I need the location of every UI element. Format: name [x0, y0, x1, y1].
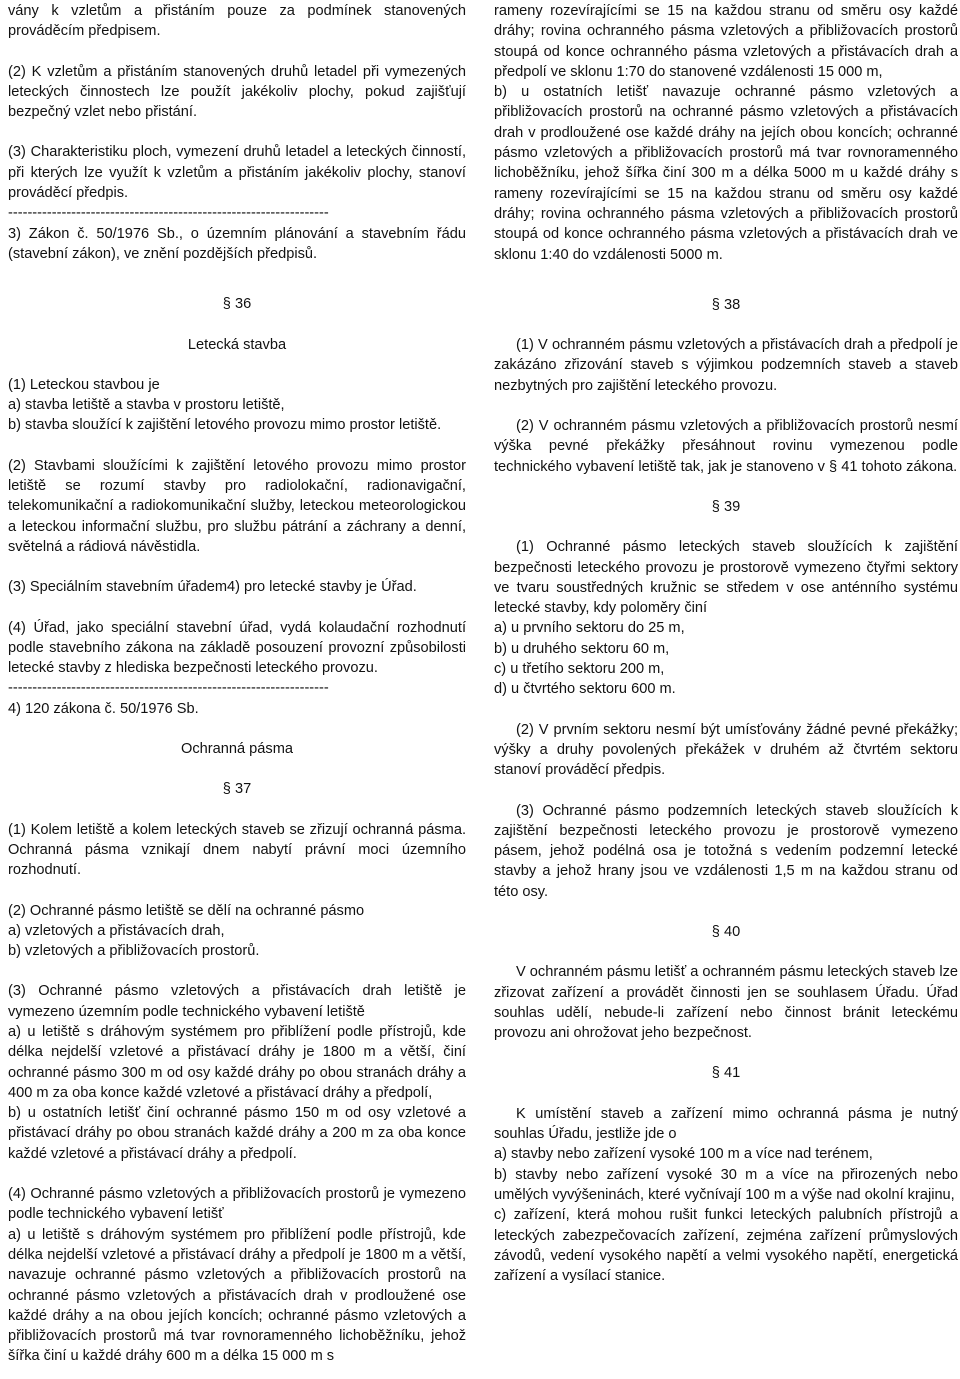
paragraph-37-2-b: b) vzletových a přibližovacích prostorů.: [8, 943, 260, 960]
paragraph-37-1: (1) Kolem letiště a kolem leteckých staveb se zřizují ochranná pásma. Ochranná pásma vznikají dnem nabytí právní moci územního rozhodnutí.: [8, 821, 466, 879]
paragraph-39-1-a: a) u prvního sektoru do 25 m,: [494, 620, 685, 637]
paragraph-37-3-intro: (3) Ochranné pásmo vzletových a přistávacích drah letiště je vymezeno územním podle technického vybavení letiště: [8, 983, 466, 1020]
right-column: [494, 1, 958, 1286]
section-39-number: § 39: [711, 498, 741, 515]
section-36-number: § 36: [222, 296, 252, 313]
paragraph-41-c: c) zařízení, která mohou rušit funkci leteckých palubních přístrojů a leteckých zabezpečovacích zařízení, zejména zařízení průmyslových závodů, vedení vysokého napětí a velmi vysokého napětí, energetická zařízení a vysílací stanice.: [494, 1207, 958, 1285]
paragraph-41-b: b) stavby nebo zařízení vysoké 30 m a více na přirozených nebo umělých vyvýšeninách, které vyčnívají 100 m a výše nad okolní krajinu,: [494, 1166, 958, 1203]
paragraph-39-1-intro: (1) Ochranné pásmo leteckých staveb sloužících k zajištění bezpečnosti leteckého provozu je prostorově vymezeno čtyřmi sektory ve tvaru soustředných kružnic se středem v ose anténního systému letecké stavby, kdy poloměry činí: [494, 539, 958, 617]
paragraph-39-3: (3) Ochranné pásmo podzemních leteckých staveb sloužících k zajištění bezpečnosti leteckého provozu je prostorově vymezeno pásem, jehož podélná osa je totožná s vedením podzemní letecké stavby a jehož hrany jsou ve vzdálenosti 1,5 m na každou stranu od této osy.: [494, 802, 958, 900]
paragraph-38-2: (2) V ochranném pásmu vzletových a přibližovacích prostorů nesmí výška pevné překážky přesáhnout rovinu vymezenou podle technického vybavení letiště tak, jak je stanoveno v § 41 tohoto zákona.: [494, 418, 958, 475]
footnote-3: 3) Zákon č. 50/1976 Sb., o územním plánování a stavebním řádu (stavební zákon), ve znění pozdějších předpisů.: [8, 225, 466, 262]
paragraph-36-1-intro: (1) Leteckou stavbou je: [8, 376, 160, 393]
paragraph-39-1-d: d) u čtvrtého sektoru 600 m.: [494, 681, 676, 698]
paragraph-36-2: (2) Stavbami sloužícími k zajištění letového provozu mimo prostor letiště se rozumí stavby pro radiolokační, radionavigační, telekomunikační a radiokomunikační služby, leteckou meteorologickou a leteckou informační službu, pro službu pátrání a záchrany a denní, světelná a rádiová návěstidla.: [8, 457, 466, 555]
paragraph-36-1-b: b) stavba sloužící k zajištění letového provozu mimo prostor letiště.: [8, 417, 442, 434]
section-36-heading: Letecká stavba: [187, 336, 287, 353]
footnote-4: 4) 120 zákona č. 50/1976 Sb.: [8, 700, 199, 717]
paragraph-continuation: vány k vzletům a přistáním pouze za podmínek stanovených prováděcím předpisem.: [8, 3, 466, 40]
footnote-separator: ------------------------------------------------------------------: [8, 680, 329, 697]
left-column: [8, 1, 466, 1367]
paragraph-37-4-a: a) u letiště s dráhovým systémem pro přiblížení podle přístrojů, kde délka nejdelší vzletové a přistávací dráhy a předpolí je 1800 m a větší, navazuje ochranné pásmo vzletových a přibližovacích prostorů na ochranné pásmo vzletových a přistávacích drah v prodloužené ose každé dráhy a na obou jejích koncích; ochranné pásmo vzletových a přibližovacích prostorů má tvar rovnoramenného lichoběžníku, jehož šířka činí u každé dráhy 600 m a délka 15 000 m s: [8, 1226, 466, 1365]
section-38-number: § 38: [711, 296, 741, 313]
section-37-number: § 37: [222, 781, 252, 798]
paragraph-36-1-a: a) stavba letiště a stavba v prostoru letiště,: [8, 397, 285, 414]
paragraph-37-2-intro: (2) Ochranné pásmo letiště se dělí na ochranné pásmo: [8, 902, 365, 919]
paragraph-36-3: (3) Speciálním stavebním úřadem4) pro letecké stavby je Úřad.: [8, 579, 417, 596]
paragraph-37-3-b: b) u ostatních letišť činí ochranné pásmo 150 m od osy vzletové a přistávací dráhy po obou stranách každé dráhy a 200 m za oba konce každé vzletové a přistávací dráhy a předpolí.: [8, 1105, 466, 1162]
paragraph-41-a: a) stavby nebo zařízení vysoké 100 m a více nad terénem,: [494, 1146, 873, 1163]
section-40-number: § 40: [711, 923, 741, 940]
paragraph-35-2: (2) K vzletům a přistáním stanovených druhů letadel při vymezených leteckých činnostech lze použít jakékoliv plochy, pokud zajišťují bezpečný vzlet nebo přistání.: [8, 63, 466, 121]
paragraph-41-intro: K umístění staveb a zařízení mimo ochranná pásma je nutný souhlas Úřadu, jestliže jde o: [494, 1105, 958, 1143]
paragraph-38-1: (1) V ochranném pásmu vzletových a přistávacích drah a předpolí je zakázáno zřizování staveb s výjimkou podzemních staveb a staveb nezbytných pro zajištění leteckého provozu.: [494, 337, 958, 394]
paragraph-37-4-b: b) u ostatních letišť navazuje ochranné pásmo vzletových a přibližovacích prostorů na ochranné pásmo vzletových a přistávacích drah v prodloužené ose každé dráhy na jejích obou koncích; ochranné pásmo vzletových a přibližovacích prostorů má tvar rovnoramenného lichoběžníku, jehož šířka činí 300 m a délka 5000 m u každé dráhy s rameny rozevírajícími se 15 na každou stranu od směru osy každé dráhy; rovina ochranného pásma vzletových a přibližovacích prostorů stoupá od konce ochranného pásma vzletových a přistávacích drah ve sklonu 1:40 do vzdálenosti 5000 m.: [494, 84, 958, 263]
paragraph-39-1-c: c) u třetího sektoru 200 m,: [494, 661, 665, 678]
paragraph-40: V ochranném pásmu letišť a ochranném pásmu leteckých staveb lze zřizovat zařízení a provádět činnosti jen se souhlasem Úřadu. Úřad souhlas udělí, nebude-li zařízení nebo činnost bránit leteckému provozu ani ohrožovat jeho bezpečnost.: [494, 964, 958, 1042]
paragraph-36-4: (4) Úřad, jako speciální stavební úřad, vydá kolaudační rozhodnutí podle stavebního zákona na základě posouzení provozní způsobilosti letecké stavby z hlediska bezpečnosti leteckého provozu.: [8, 619, 466, 677]
paragraph-37-4-a-continuation: rameny rozevírajícími se 15 na každou stranu od směru osy každé dráhy; rovina ochranného pásma vzletových a přibližovacích prostorů stoupá od konce ochranného pásma vzletových a přistávacích drah a předpolí ve sklonu 1:70 do stanovené vzdálenosti 15 000 m,: [494, 3, 958, 80]
paragraph-39-1-b: b) u druhého sektoru 60 m,: [494, 640, 670, 657]
paragraph-35-3: (3) Charakteristiku ploch, vymezení druhů letadel a leteckých činností, při kterých lze využít k vzletům a přistáním jakékoliv plochy, stanoví prováděcí předpis.: [8, 144, 466, 202]
section-41-number: § 41: [711, 1065, 741, 1082]
chapter-heading-ochranna-pasma: Ochranná pásma: [181, 741, 293, 758]
footnote-separator: ------------------------------------------------------------------: [8, 205, 329, 222]
paragraph-37-4-intro: (4) Ochranné pásmo vzletových a přibližovacích prostorů je vymezeno podle technického vybavení letišť: [8, 1186, 466, 1223]
paragraph-37-3-a: a) u letiště s dráhovým systémem pro přiblížení podle přístrojů, kde délka nejdelší vzletové a přistávací dráhy je 1800 m a větší, činí ochranné pásmo 300 m od osy každé dráhy po obou stranách dráhy a 400 m za oba konce každé vzletové a přistávací dráhy a předpolí,: [8, 1023, 466, 1101]
paragraph-39-2: (2) V prvním sektoru nesmí být umísťovány žádné pevné překážky; výšky a druhy povolených překážek v druhém až čtvrtém sektoru stanoví prováděcí předpis.: [494, 721, 958, 779]
paragraph-37-2-a: a) vzletových a přistávacích drah,: [8, 922, 225, 939]
